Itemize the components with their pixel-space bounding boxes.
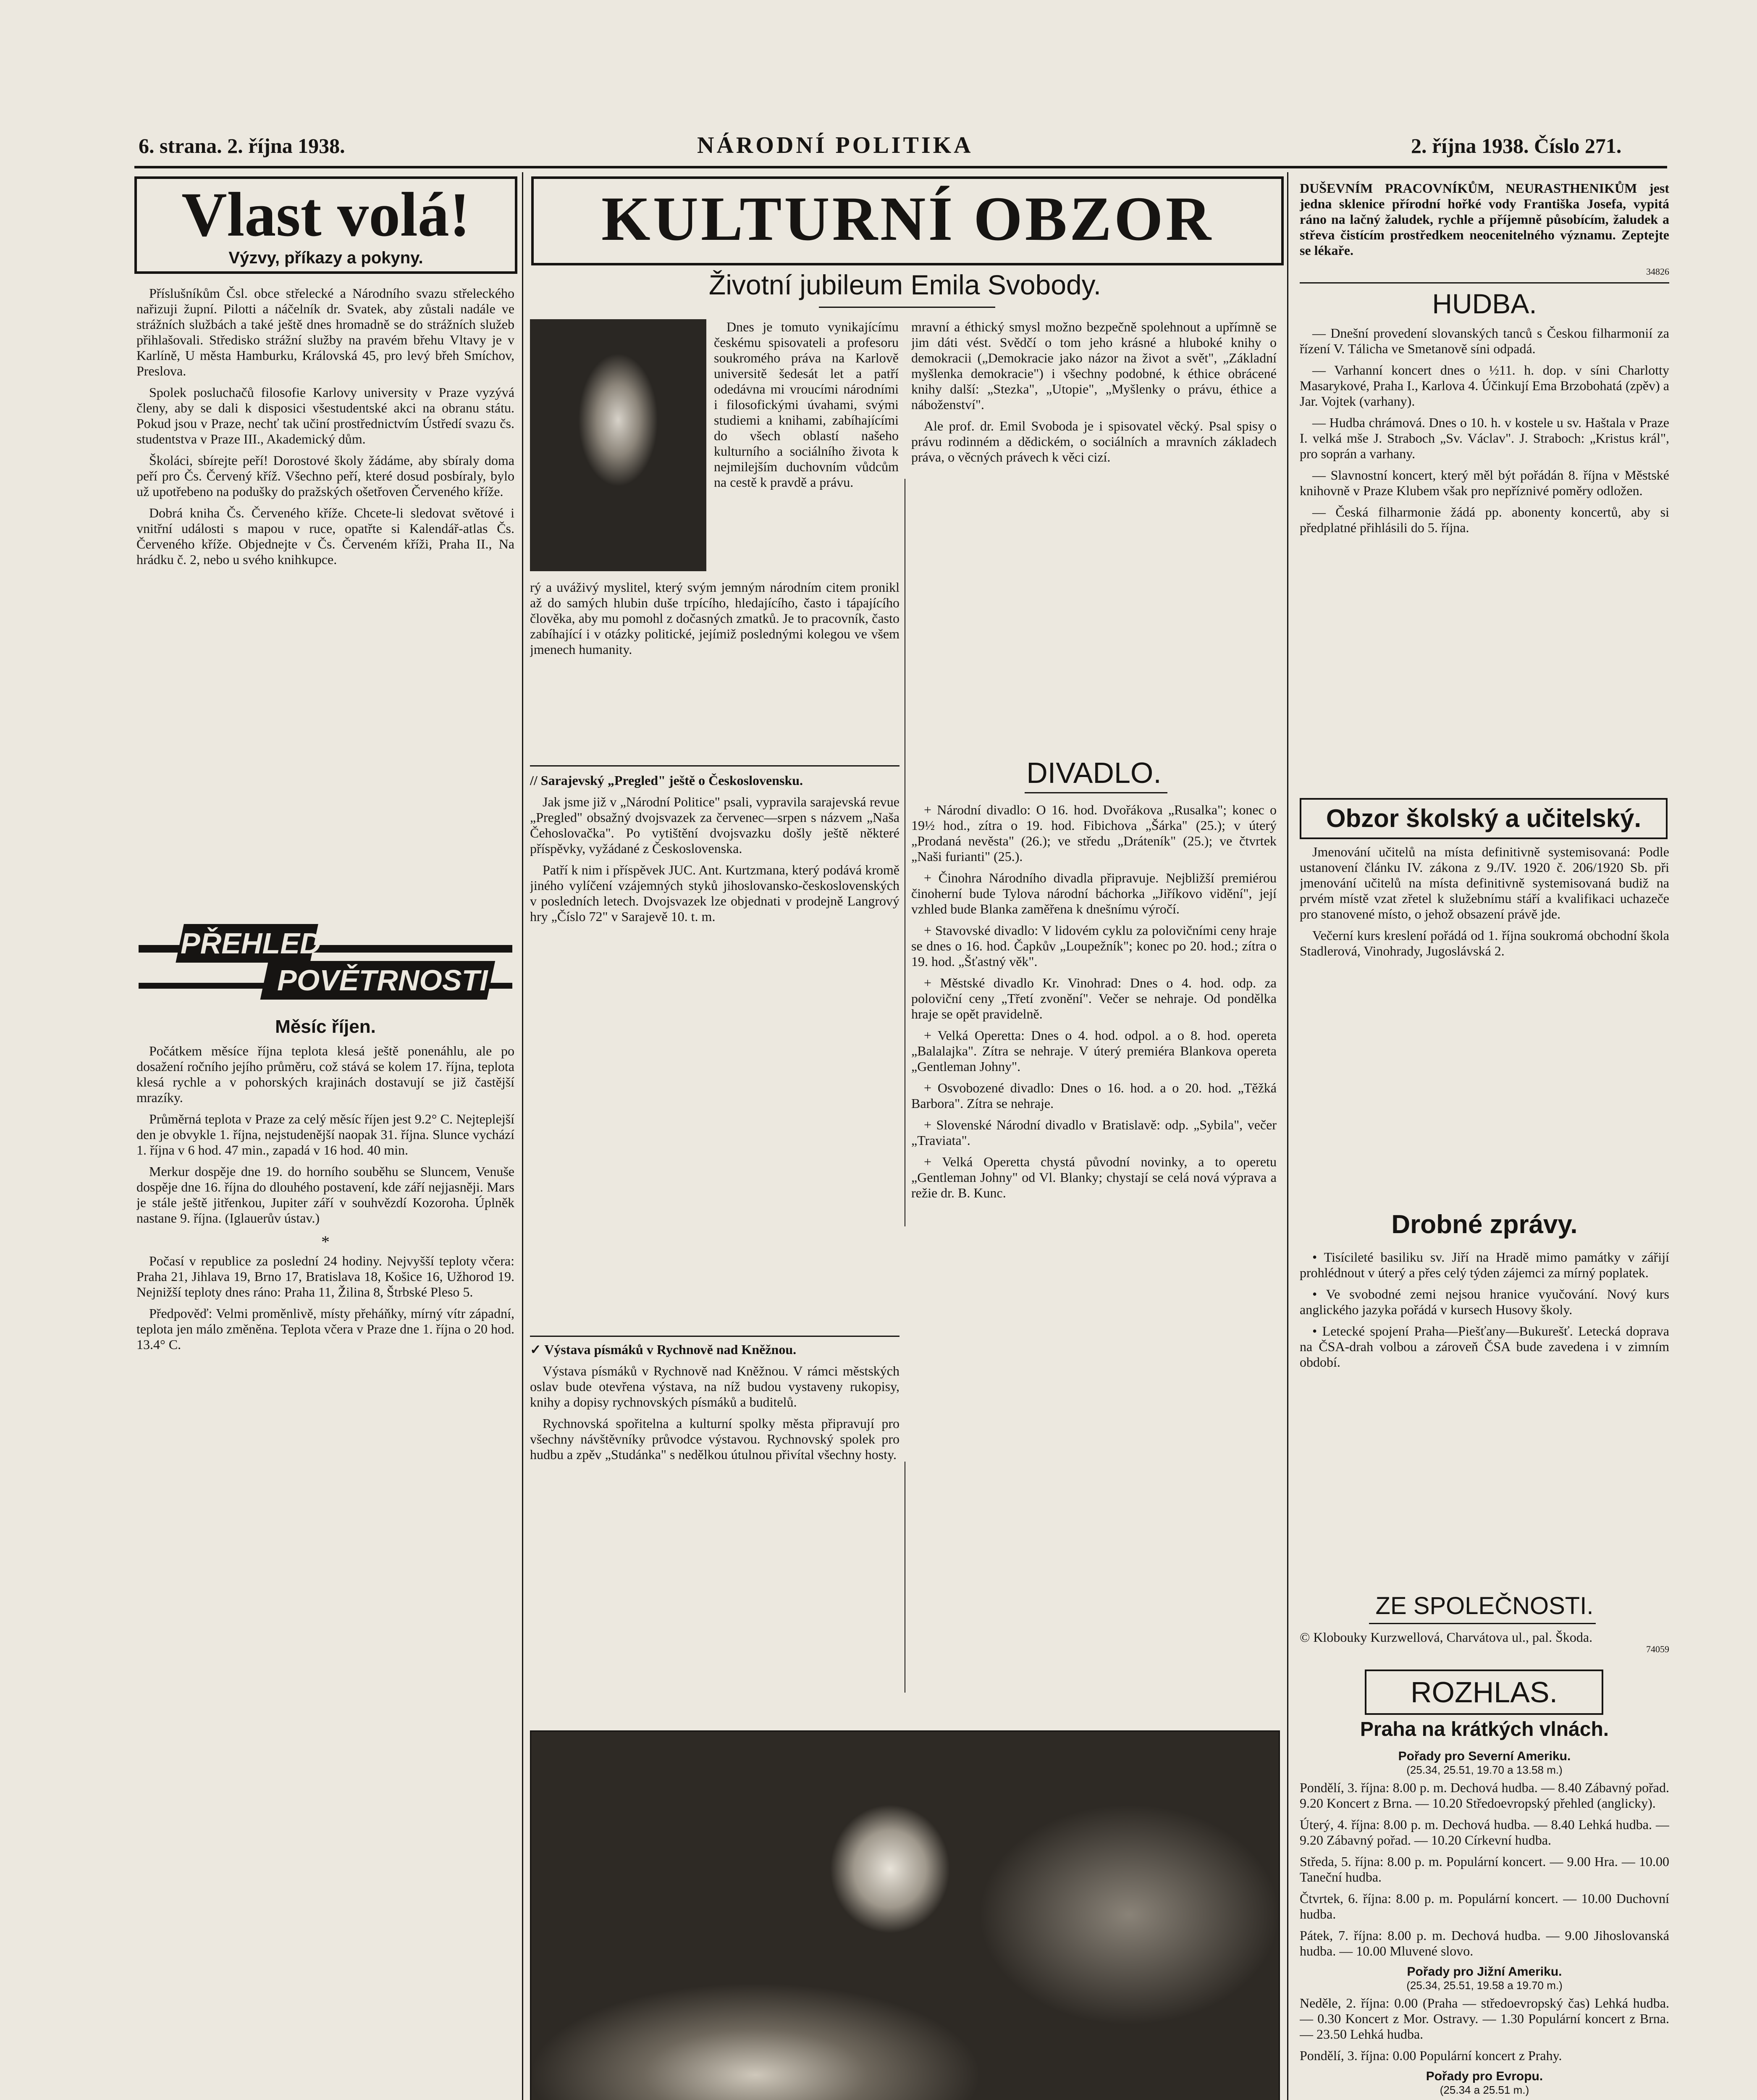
drobne-column — [1300, 1250, 1669, 1586]
jubileum-paragraph: Ale prof. dr. Emil Svoboda je i spisovatel věcký. Psal spisy o právu rodinném a dědickém, o sociálních a mravních základech práva, o věcných právech k věci cizí. — [911, 418, 1277, 465]
spol-underline — [1369, 1623, 1596, 1624]
sarajevsky-paragraph: Jak jsme již v „Národní Politice" psali, vypravila sarajevská revue „Pregled" obsažný dvojsvazek za červenec—srpen s názvem „Naša Čehoslovačka". Po vytištění dvojsvazku došly ještě některé příspěvky, vyžádané z Československa. — [530, 794, 899, 856]
sarajevsky-title: // Sarajevský „Pregled" ještě o Československu. — [530, 773, 803, 788]
hudba-title: HUDBA. — [1432, 288, 1537, 319]
weather-paragraph: Merkur dospěje dne 19. do horního souběhu se Sluncem, Venuše dospěje dne 16. října do dlouhého postavení, kde září nejjasněji. Mars je stále ještě jitřenkou, Jupiter září v souhvězdí Kozoroha. Úplněk nastane 9. října. (Iglauerův ústav.) — [136, 1164, 514, 1226]
obzor-column — [1300, 844, 1669, 1205]
page-number-date: 6. strana. 2. října 1938. — [139, 134, 345, 158]
jubileum-col2 — [911, 319, 1277, 752]
rychnov-paragraph: Výstava písmáků v Rychnově nad Kněžnou. V rámci městských oslav bude otevřena výstava, na níž budou vystaveny rukopisy, knihy a dopisy rychnovských písmáků a buditelů. — [530, 1363, 899, 1410]
obzor-paragraph: Večerní kurs kreslení pořádá od 1. října soukromá obchodní škola Stadlerová, Vinohrady, Jugoslávská 2. — [1300, 928, 1669, 958]
divadlo-paragraph: + Městské divadlo Kr. Vinohrad: Dnes o 4. hod. odp. za poloviční ceny „Třetí zvonění". Večer se nehraje. Od pondělka hraje se opět pravidelně. — [911, 975, 1277, 1021]
vlast-subtitle: Výzvy, příkazy a pokyny. — [228, 249, 423, 267]
divadlo-paragraph: + Národní divadlo: O 16. hod. Dvořákova „Rusalka"; konec o 19½ hod., zítra o 19. hod. Fibichova „Šárka" (25.); v úterý „Prodaná nevěsta" (26.); ve středu „Dráteník" (25.); ve čtvrtek „Naši furianti" (25.). — [911, 802, 1277, 864]
sarajevsky-article — [530, 773, 899, 1331]
divadlo-header — [911, 756, 1277, 794]
vlast-paragraph: Školáci, sbírejte peří! Dorostové školy žádáme, aby sbíraly doma peří pro Čs. Červený kříž. Všechno peří, které dosud posbíraly, bylo už upotřebeno na podušky do pražských ošetřoven Červeného kříže. — [136, 453, 514, 499]
column-rule — [1287, 172, 1288, 2100]
obzor-paragraph: Jmenování učitelů na místa definitivně systemisovaná: Podle ustanovení článku IV. zákona z 9./IV. 1920 č. 206/1920 Sb. při jmenování učitelů na místa definitivně systemisovaná budiž na prvém místě vzat zřetel k služebnímu stáří a kvalifikaci uchazeče pro stanovené místo, o jehož obsazení právě jde. — [1300, 844, 1669, 921]
hudba-paragraph: — Slavnostní koncert, který měl být pořádán 8. října v Městské knihovně v Praze Klubem však pro nepříznivé poměry odložen. — [1300, 467, 1669, 498]
jubileum-col1 — [714, 319, 899, 571]
spol-column — [1300, 1630, 1669, 1663]
jubileum-title: Životní jubileum Emila Svobody. — [708, 269, 1101, 300]
head-rule — [134, 166, 1667, 168]
divadlo-paragraph: + Velká Operetta: Dnes o 4. hod. odpol. a o 8. hod. opereta „Balalajka". Zítra se nehraje. V úterý premiéra Blankova opereta „Gentleman Johny". — [911, 1028, 1277, 1074]
rychnov-paragraph: Rychnovská spořitelna a kulturní spolky města připravují pro všechny návštěvníky průvodce výstavou. Rychnovský spolek pro hudbu a zpěv „Studánka" s nedělkou útulnou přivítal všechny hosty. — [530, 1416, 899, 1462]
divadlo-underline — [1025, 792, 1167, 793]
kultura-title: KULTURNÍ OBZOR — [601, 184, 1214, 254]
rozhlas-item: Úterý, 4. října: 8.00 p. m. Dechová hudba. — 8.40 Lehká hudba. — 9.20 Zábavný pořad. — 10.20 Církevní hudba. — [1300, 1817, 1669, 1848]
vlast-paragraph: Příslušníkům Čsl. obce střelecké a Národního svazu střeleckého nařizuji župní. Pilotti a náčelník dr. Svatek, aby zůstali nadále ve strážních službách a také ještě dnes hromadně se do strážních služeb přihlašovali. Středisko strážní služby na pravém břehu Vltavy je v Karlíně, U města Hamburku, Královská 45, pro levý břeh Smíchov, Preslova. — [136, 286, 514, 378]
rychnov-title: ✓ Výstava písmáků v Rychnově nad Kněžnou. — [530, 1342, 797, 1357]
weather-month-title: Měsíc říjen. — [275, 1016, 376, 1037]
hudba-paragraph: — Dnešní provedení slovanských tanců s Českou filharmonií za řízení V. Tálicha ve Smetanově síni odpadá. — [1300, 326, 1669, 356]
obzor-title: Obzor školský a učitelský. — [1326, 804, 1642, 832]
rozhlas-section-head: Pořady pro Severní Ameriku. — [1398, 1749, 1571, 1763]
rozhlas-item: Pondělí, 3. října: 8.00 p. m. Dechová hudba. — 8.40 Zábavný pořad. 9.20 Koncert z Brna. — 10.20 Středoevropský přehled (anglicky). — [1300, 1780, 1669, 1811]
hudba-column — [1300, 326, 1669, 796]
weather-banner-top: PŘEHLED — [181, 927, 321, 960]
divadlo-paragraph: + Velká Operetta chystá původní novinky, a to operetu „Gentleman Johny" od Vl. Blanky; chystají se celá nová výprava a režie dr. B. Kunc. — [911, 1154, 1277, 1200]
section-rule — [1300, 282, 1669, 284]
typhoon-photo — [530, 1730, 1280, 2100]
vlast-title: Vlast volá! — [181, 180, 470, 249]
running-head — [0, 134, 1757, 163]
spol-title: ZE SPOLEČNOSTI. — [1375, 1592, 1594, 1620]
rozhlas-item: Čtvrtek, 6. října: 8.00 p. m. Populární koncert. — 10.00 Duchovní hudba. — [1300, 1891, 1669, 1922]
section-rule — [530, 1336, 899, 1337]
weather-paragraph: Počátkem měsíce října teplota klesá ještě ponenáhlu, ale po dosažení ročního jejího průměru, což stává se kolem 17. října, teplota klesá rychle a v pohorských krajinách dostavují se již častější mrazíky. — [136, 1043, 514, 1105]
weather-paragraph: Počasí v republice za poslední 24 hodiny. Nejvyšší teploty včera: Praha 21, Jihlava 19, Brno 17, Bratislava 18, Košice 16, Užhorod 19. Nejnižší teploty dnes ráno: Praha 11, Žilina 8, Štrbské Pleso 5. — [136, 1253, 514, 1299]
jubileum-paragraph: rý a uváživý myslitel, který svým jemným národním citem pronikl až do samých hlubin duše trpícího, hledajícího, často i tápajícího člověka, aby mu pomohl z dočasných zmatků. Je to pracovník, často zabíhající i v otázky politické, jejímiž poslednými kolegou ve všem jmenech humanity. — [530, 580, 899, 657]
star-divider: * — [321, 1232, 330, 1251]
rozhlas-column — [1300, 1749, 1669, 2100]
hudba-paragraph: — Hudba chrámová. Dnes o 10. h. v kostele u sv. Haštala v Praze I. velká mše J. Straboch „Sv. Václav". J. Straboch: „Kristus král", pro soprán a varhany. — [1300, 415, 1669, 461]
sarajevsky-paragraph: Patří k nim i příspěvek JUC. Ant. Kurtzmana, který podává kromě jiného vylíčení vzájemných styků jihoslovansko-československých v posledních letech. Dvojsvazek lze objednati v prodejně Langrový hry „Číslo 72" v Sarajevě 10. t. m. — [530, 862, 899, 924]
vlast-paragraph: Spolek posluchačů filosofie Karlovy university v Praze vyzývá členy, aby se dali k disposici všestudentské akci na obranu státu. Pokud jsou v Praze, nechť tak učiní prostřednictvím Ústředí svazu čs. studentstva v Praze III., Akademický dům. — [136, 385, 514, 446]
rozhlas-item: Neděle, 2. října: 0.00 (Praha — středoevropský čas) Lehká hudba. — 0.30 Koncert z Mor. Ostravy. — 1.30 Populární koncert z Brna. — 23.50 Lehká hudba. — [1300, 1995, 1669, 2042]
issue-date-number: 2. října 1938. Číslo 271. — [1411, 134, 1622, 158]
masthead-title: NÁRODNÍ POLITIKA — [697, 132, 973, 158]
weather-paragraph: Předpověď: Velmi proměnlivě, místy přeháňky, mírný vítr západní, teplota jen málo změněna. Teplota včera v Praze dne 1. října o 20 hod. 13.4° C. — [136, 1306, 514, 1352]
rozhlas-section-head: Pořady pro Evropu. — [1426, 2069, 1543, 2083]
divadlo-paragraph: + Slovenské Národní divadlo v Bratislavě: odp. „Sybila", večer „Traviata". — [911, 1117, 1277, 1148]
hudba-paragraph: — Česká filharmonie žádá pp. abonenty koncertů, aby si předplatné přihlásili do 5. října. — [1300, 504, 1669, 535]
rozhlas-section-head: Pořady pro Jižní Ameriku. — [1407, 1965, 1562, 1979]
jubileum-underline — [819, 307, 995, 308]
rozhlas-subtitle: Praha na krátkých vlnách. — [1360, 1718, 1609, 1740]
vlast-header-box — [134, 176, 517, 274]
divadlo-paragraph: + Činohra Národního divadla připravuje. Nejbližší premiérou činoherní bude Tylova národní báchorka „Jiříkovo vidění", její vzhled bude Blanka zaměřena k dnešnímu výročí. — [911, 870, 1277, 916]
spol-number: 74059 — [1646, 1644, 1669, 1654]
drobne-paragraph: • Ve svobodné zemi nejsou hranice vyučování. Nový kurs anglického jazyka pořádá v kursech Husovy školy. — [1300, 1286, 1669, 1317]
rozhlas-header-box — [1365, 1670, 1603, 1715]
jubileum-paragraph: Dnes je tomuto vynikajícímu českému spisovateli a profesoru soukromého práva na Karlově universitě šedesát let a patří odedávna mi vroucími národními i filosofickými úvahami, svými studiemi a knihami, zabíhajícími do všech oblastí našeho kulturního a sociálního života k nejmilejším duchovním vůdcům na cestě k pravdě a právu. — [714, 319, 899, 490]
kultura-header-box — [531, 176, 1284, 265]
spol-text: © Klobouky Kurzwellová, Charvátova ul., pal. Škoda. — [1300, 1630, 1593, 1645]
portrait-photo — [530, 319, 706, 571]
column-rule — [522, 172, 523, 2100]
ad-number: 34826 — [1646, 266, 1669, 277]
drobne-paragraph: • Letecké spojení Praha—Piešťany—Bukurešť. Letecká doprava na ČSA-drah volbou a zároveň ČSA bude zavedena i v zimním období. — [1300, 1323, 1669, 1370]
weather-column — [136, 1016, 514, 2100]
jubileum-paragraph: mravní a éthický smysl možno bezpečně spolehnout a upřímně se jim dáti vést. Svědčí o tom jeho krásné a hluboké knihy o demokracii („Demokracie jako názor na život a svět", „Základní myšlenka demokracie") i všechny podobné, k éthice obrácené knihy další: „Stezka", „Utopie", „Myšlenky o právu, éthice a náboženství". — [911, 319, 1277, 412]
divadlo-paragraph: + Osvobozené divadlo: Dnes o 16. hod. a o 20. hod. „Těžká Barbora". Zítra se nehraje. — [911, 1080, 1277, 1111]
weather-paragraph: Průměrná teplota v Praze za celý měsíc říjen jest 9.2° C. Nejteplejší den je obvykle 1. října, nejstudenější naopak 31. října. Slunce vychází 1. října v 6 hod. 47 min., zapadá v 16 hod. 40 min. — [136, 1111, 514, 1158]
divadlo-paragraph: + Stavovské divadlo: V lidovém cyklu za polovičními ceny hraje se dnes o 16. hod. Čapkův „Loupežník"; konec po 20. hod.; zítra o 19. hod. „Šťastný věk". — [911, 923, 1277, 969]
drobne-title: Drobné zprávy. — [1391, 1210, 1578, 1239]
rozhlas-section-waves: (25.34, 25.51, 19.58 a 19.70 m.) — [1406, 1979, 1563, 1992]
jubileum-tail — [530, 580, 899, 764]
weather-banner-bottom: POVĚTRNOSTI — [277, 964, 488, 997]
rozhlas-item: Pátek, 7. října: 8.00 p. m. Dechová hudba. — 9.00 Jihoslovanská hudba. — 10.00 Mluvené slovo. — [1300, 1928, 1669, 1958]
rychnov-article — [530, 1342, 899, 1712]
ad-text: DUŠEVNÍM PRACOVNÍKŮM, NEURASTHENIKŮM jest jedna sklenice přírodní hořké vody Františka Josefa, vypitá ráno na lačný žaludek, rychle a příjemně působícím, žaludek a střeva čistícím prostředkem neocenitelného významu. Zeptejte se lékaře. — [1300, 181, 1669, 258]
rozhlas-section-waves: (25.34 a 25.51 m.) — [1440, 2084, 1529, 2096]
obzor-header-box — [1300, 798, 1668, 839]
section-rule — [530, 765, 899, 766]
divadlo-title: DIVADLO. — [1026, 756, 1162, 789]
rozhlas-section-waves: (25.34, 25.51, 19.70 a 13.58 m.) — [1406, 1764, 1563, 1776]
drobne-paragraph: • Tisícileté basiliku sv. Jiří na Hradě mimo památky v zářijí prohlédnout v úterý a přes celý týden zájemci za mírný poplatek. — [1300, 1250, 1669, 1280]
rozhlas-item: Středa, 5. října: 8.00 p. m. Populární koncert. — 9.00 Hra. — 10.00 Taneční hudba. — [1300, 1854, 1669, 1885]
vlast-paragraph: Dobrá kniha Čs. Červeného kříže. Chcete-li sledovat světové i vnitřní události s mapou v ruce, opatřte si Kalendář-atlas Čs. Červeného kříže. Objednejte v Čs. Červeném kříži, Praha II., Na hrádku č. 2, nebo u svého knihkupce. — [136, 505, 514, 567]
ad-franz-josef — [1300, 181, 1669, 277]
weather-banner — [139, 920, 512, 1008]
vlast-column — [136, 286, 514, 907]
divadlo-column — [911, 802, 1277, 1714]
rozhlas-item: Pondělí, 3. října: 0.00 Populární koncert z Prahy. — [1300, 2048, 1562, 2063]
rozhlas-title: ROZHLAS. — [1410, 1676, 1558, 1709]
hudba-paragraph: — Varhanní koncert dnes o ½11. h. dop. v síni Charlotty Masarykové, Praha I., Karlova 4. Účinkují Ema Brzobohatá (zpěv) a Jar. Vojtek (varhany). — [1300, 362, 1669, 409]
